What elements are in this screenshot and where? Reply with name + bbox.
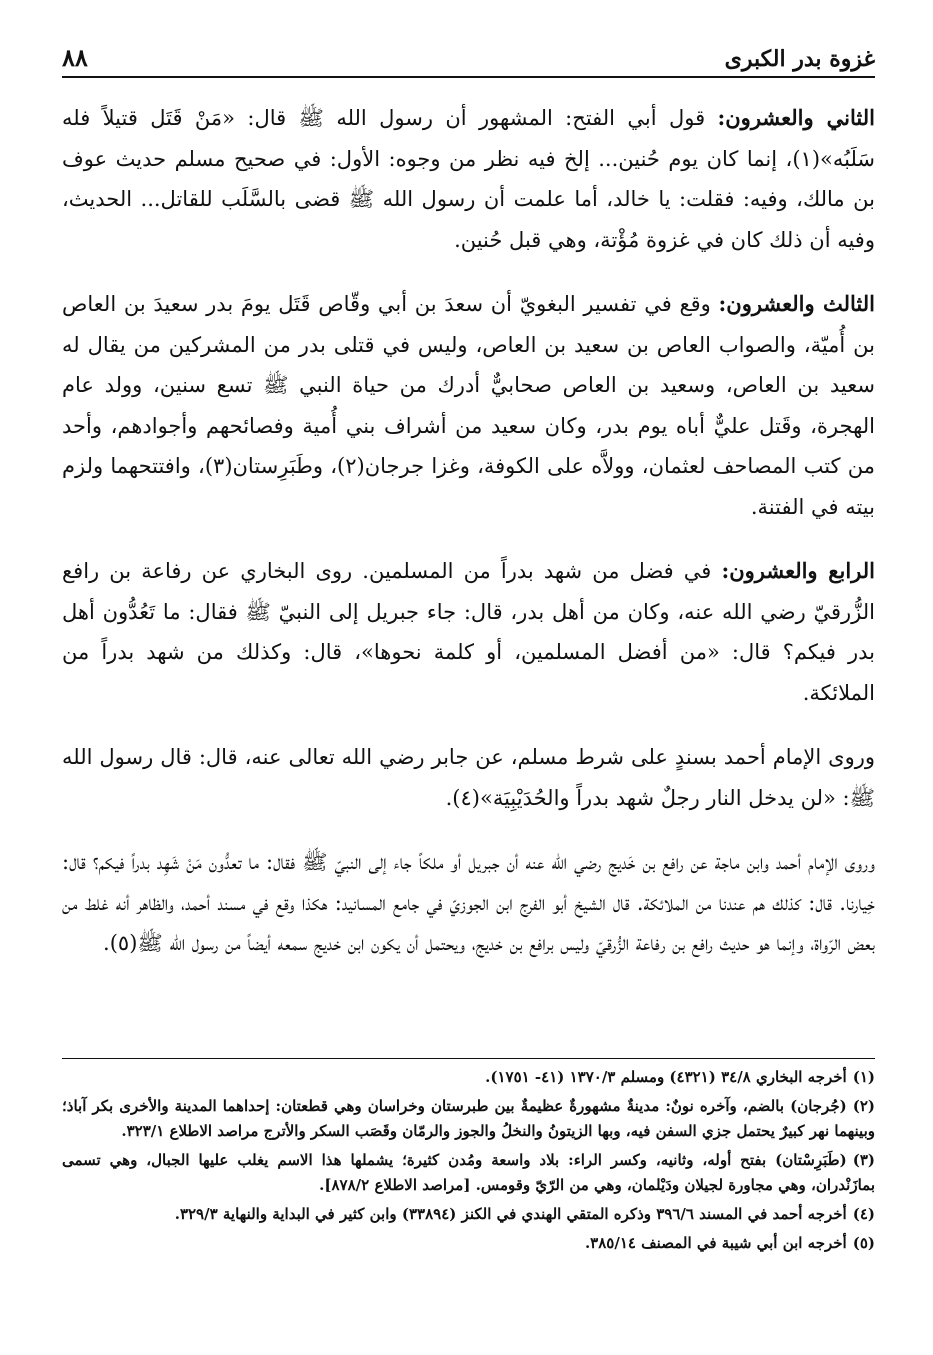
footnote-text: (طَبَرِسْتان) بفتح أوله، وثانيه، وكسر الراء: بلاد واسعة ومُدن كثيرة؛ يشملها هذا الاسم يغلب عليها الجبال، وهي تسمى بمازَنْدران، وهي مجاورة لجيلان ودَيْلمان، وهي من الرّيّ وقومس. [مراصد الاطلاع ٨٧٨/٢].: [62, 1151, 875, 1194]
footnote-divider: [62, 1058, 875, 1059]
footnotes: [62, 1065, 875, 1260]
paragraph-ahmad-jabir: [62, 737, 875, 818]
running-header: [62, 30, 875, 78]
footnote-4: [62, 1202, 875, 1227]
paragraph-heading: الثاني والعشرون:: [717, 105, 875, 130]
footnote-text: أخرجه ابن أبي شيبة في المصنف ٣٨٥/١٤.: [584, 1234, 847, 1252]
footnote-text: أخرجه البخاري ٣٤/٨ (٤٣٢١) ومسلم ١٣٧٠/٣ (٤١- ١٧٥١).: [485, 1068, 847, 1086]
paragraph-ahmad-rafi: [62, 842, 875, 964]
paragraph-text: قول أبي الفتح: المشهور أن رسول الله ﷺ قال: «مَنْ قَتَل قتيلاً فله سَلَبُه»(١)، إنما كان يوم حُنين... إلخ فيه نظر من وجوه: الأول: في صحيح مسلم حديث عوف بن مالك، وفيه: فقلت: يا خالد، أما علمت أن رسول الله ﷺ قضى بالسَّلَب للقاتل... الحديث، وفيه أن ذلك كان في غزوة مُؤْتة، وهي قبل حُنين.: [62, 106, 875, 252]
footnote-number: (١): [852, 1068, 875, 1086]
footnote-5: [62, 1231, 875, 1256]
footnote-text: أخرجه أحمد في المسند ٣٩٦/٦ وذكره المتقي الهندي في الكنز (٣٣٨٩٤) وابن كثير في البداية والنهاية ٣٢٩/٣.: [174, 1205, 847, 1223]
paragraph-text: وروى الإمام أحمد بسندٍ على شرط مسلم، عن جابر رضي الله تعالى عنه، قال: قال رسول الله ﷺ: «لن يدخل النار رجلٌ شهد بدراً والحُدَيْبِيَة»(٤).: [62, 745, 875, 810]
footnote-number: (٣): [852, 1151, 875, 1169]
footnote-1: [62, 1065, 875, 1090]
footnote-number: (٤): [852, 1205, 875, 1223]
paragraph-text: وروى الإمام أحمد وابن ماجة عن رافع بن خَديج رضي الله عنه أن جبريل أو ملكاً جاء إلى النبيّ ﷺ فقال: ما تعدُّون مَنْ شَهِد بدراً فيكم؟ قال: خِيارنا. قال: كذلك هم عندنا من الملائكة. قال الشيخ أبو الفرج ابن الجوزيّ في جامع المسانيد: هكذا وقع في مسند أحمد، والظاهر أنه غلط من بعض الرّواة، وإنما هو حديث رافع بن رفاعة الزُّرقيّ وليس برافع بن خديج، ويحتمل أن يكون ابن خديج سمعه أيضاً من رسول الله ﷺ(٥).: [62, 850, 875, 955]
paragraph-text: في فضل من شهد بدراً من المسلمين. روى البخاري عن رفاعة بن رافع الزُّرقيّ رضي الله عنه، وكان من أهل بدر، قال: جاء جبريل إلى النبيّ ﷺ فقال: ما تَعُدُّون أهل بدر فيكم؟ قال: «من أفضل المسلمين، أو كلمة نحوها»، قال: وكذلك من شهد بدراً من الملائكة.: [62, 559, 875, 705]
paragraph-heading: الرابع والعشرون:: [721, 558, 875, 583]
footnote-3: [62, 1148, 875, 1198]
paragraph-24: [62, 551, 875, 713]
footnote-2: [62, 1094, 875, 1144]
footnote-number: (٥): [852, 1234, 875, 1252]
footnote-number: (٢): [852, 1097, 875, 1115]
page-number: ٨٨: [62, 43, 88, 72]
footnote-text: (جُرجان) بالضم، وآخره نونٌ: مدينةٌ مشهورةٌ عظيمةٌ بين طبرستان وخراسان وهي قطعتان: إحداهما المدينة والأخرى بكر آباذ؛ وبينهما نهر كبيرٌ يحتمل جزي السفن فيه، وبها الزيتونُ والنخلُ والجوز والرمّان وقَصَب السكر والأترج مراصد الاطلاع ٣٢٣/١.: [62, 1097, 875, 1140]
chapter-title: غزوة بدر الكبرى: [724, 46, 875, 72]
paragraph-22: [62, 98, 875, 260]
paragraph-text: وقع في تفسير البغويّ أن سعدَ بن أبي وقّاص قَتَل يومَ بدر سعيدَ بن العاص بن أُميّة، والصواب العاص بن سعيد بن العاص، وليس في قتلى بدر من المشركين من يقال له سعيد بن العاص، وسعيد بن العاص صحابيٌّ أدرك من حياة النبي ﷺ تسع سنين، وولد عام الهجرة، وقَتل عليٌّ أباه يوم بدر، وكان سعيد من أشراف بني أُمية وفصائحهم وأجوادهم، وأحد من كتب المصاحف لعثمان، وولاَّه على الكوفة، وغزا جرجان(٢)، وطَبَرِستان(٣)، وافتتحهما ولزم بيته في الفتنة.: [62, 292, 875, 519]
paragraph-heading: الثالث والعشرون:: [718, 291, 875, 316]
paragraph-23: [62, 284, 875, 527]
book-page: [62, 30, 875, 1330]
main-text: [62, 98, 875, 964]
